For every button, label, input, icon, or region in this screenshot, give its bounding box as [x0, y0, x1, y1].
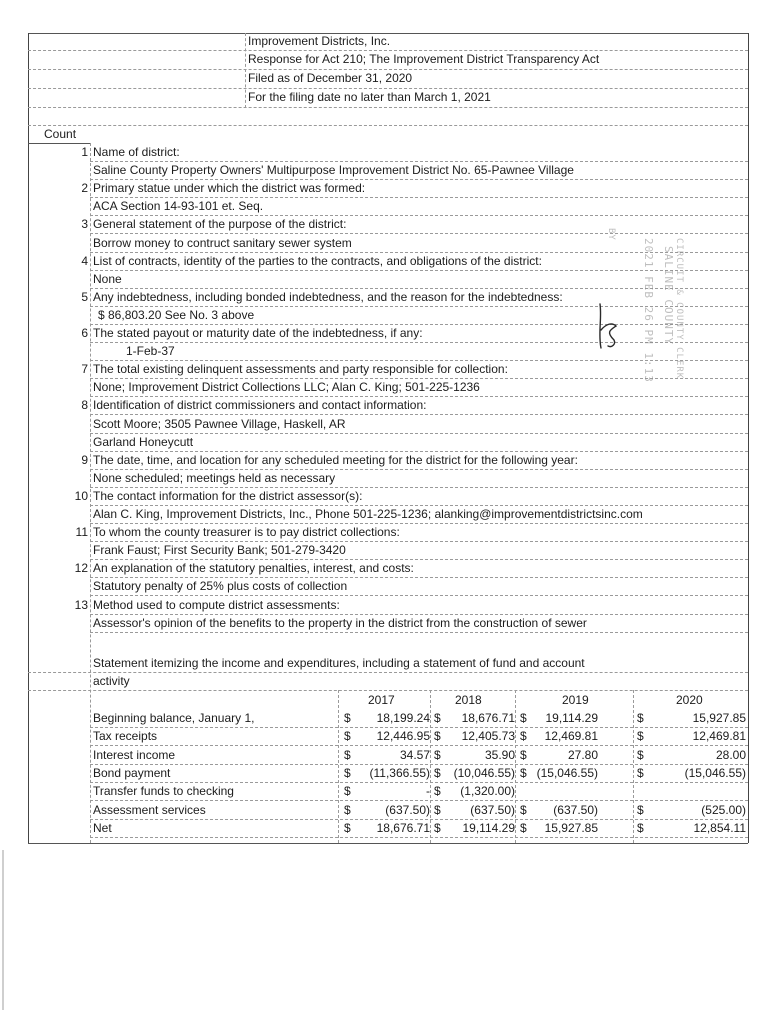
table-row-rule — [90, 837, 748, 838]
item-question: The total existing delinquent assessments and party responsible for collection: — [93, 362, 508, 376]
table-cell-value: 15,927.85 — [544, 821, 598, 835]
header-rule-4 — [28, 107, 748, 108]
table-cell-currency: $ — [434, 784, 441, 798]
table-cell-currency: $ — [434, 729, 441, 743]
item-row-rule — [90, 577, 748, 578]
item-answer: 1-Feb-37 — [126, 344, 175, 358]
table-row-label: Assessment services — [93, 803, 206, 817]
table-cell-value: (637.50) — [385, 803, 430, 817]
table-cell-value: (15,046.55) — [684, 766, 746, 780]
table-cell-currency: $ — [434, 821, 441, 835]
statement-rule-2 — [28, 690, 748, 691]
table-cell-currency: $ — [434, 803, 441, 817]
table-cell-currency: $ — [637, 748, 644, 762]
header-org-name: Improvement Districts, Inc. — [248, 34, 391, 48]
table-row-rule — [90, 745, 748, 746]
item-question: To whom the county treasurer is to pay district collections: — [93, 525, 400, 539]
item-number: 5 — [81, 290, 88, 304]
table-cell-currency: $ — [434, 711, 441, 725]
item-number: 11 — [75, 525, 88, 539]
item-number: 13 — [74, 598, 88, 612]
table-cell-currency: $ — [520, 729, 527, 743]
table-cell-currency: $ — [344, 711, 351, 725]
item-number: 3 — [81, 217, 88, 231]
item-answer: Garland Honeycutt — [93, 435, 194, 449]
table-row-label: Bond payment — [93, 766, 171, 780]
statement-heading-line2: activity — [93, 674, 130, 688]
column-divider-2017 — [338, 690, 339, 843]
scan-margin-mark — [2, 850, 4, 1010]
table-cell-currency: $ — [520, 711, 527, 725]
table-cell-value: (15,046.55) — [536, 766, 598, 780]
item-row-rule — [90, 541, 748, 542]
statement-heading-line1: Statement itemizing the income and expenditures, including a statement of fund and account — [93, 656, 585, 670]
item-question: The date, time, and location for any scheduled meeting for the district for the following year: — [93, 453, 578, 467]
table-row-label: Transfer funds to checking — [93, 784, 234, 798]
item-number: 12 — [74, 561, 88, 575]
item-answer: Statutory penalty of 25% plus costs of collection — [93, 579, 348, 593]
item-row-rule — [90, 469, 748, 470]
item-question: Primary statue under which the district was formed: — [93, 181, 366, 195]
table-cell-currency: $ — [344, 821, 351, 835]
year-header: 2019 — [562, 693, 589, 707]
header-filed-date: Filed as of December 31, 2020 — [248, 71, 413, 85]
year-header: 2017 — [368, 693, 395, 707]
item-question: List of contracts, identity of the parties to the contracts, and obligations of the district: — [93, 254, 542, 268]
table-row-label: Net — [93, 821, 112, 835]
year-header: 2018 — [455, 693, 482, 707]
table-cell-value: 28.00 — [715, 748, 746, 762]
table-row-rule — [90, 764, 748, 765]
item-answer: None scheduled; meetings held as necessary — [93, 471, 336, 485]
item-row-rule — [90, 433, 748, 434]
signature-initials — [592, 300, 622, 352]
item-number: 4 — [81, 254, 88, 268]
item-number: 9 — [81, 453, 88, 467]
table-cell-currency: $ — [520, 821, 527, 835]
table-row-rule — [90, 800, 748, 801]
table-cell-currency: $ — [637, 821, 644, 835]
table-cell-currency: $ — [520, 748, 527, 762]
table-cell-currency: $ — [434, 766, 441, 780]
item-answer: Frank Faust; First Security Bank; 501-279-3420 — [93, 543, 346, 557]
table-cell-value: 19,114.29 — [545, 711, 598, 725]
table-row-label: Interest income — [93, 748, 176, 762]
item-answer: Alan C. King, Improvement Districts, Inc., Phone 501-225-1236; alanking@improvementdistrictsinc.com — [93, 507, 643, 521]
item-number: 1 — [81, 145, 88, 159]
item-question: Any indebtedness, including bonded indebtedness, and the reason for the indebtedness: — [93, 290, 563, 304]
table-cell-value: 12,446.95 — [376, 729, 430, 743]
item-row-rule — [90, 505, 748, 506]
item-answer: Borrow money to contruct sanitary sewer system — [93, 236, 352, 250]
item-number: 7 — [81, 362, 88, 376]
table-cell-value: 12,469.81 — [692, 729, 746, 743]
table-cell-value: 18,676.71 — [376, 821, 430, 835]
item-row-rule — [90, 559, 748, 560]
table-cell-value: (11,366.55) — [369, 766, 430, 780]
item-row-rule — [90, 632, 748, 633]
item-row-rule — [90, 215, 748, 216]
item-question: An explanation of the statutory penalties, interest, and costs: — [93, 561, 414, 575]
frame-bottom-line — [28, 843, 748, 844]
item-row-rule — [90, 451, 748, 452]
stamp-by: BY — [606, 228, 616, 241]
table-cell-value: 27.80 — [567, 748, 598, 762]
item-question: The stated payout or maturity date of the indebtedness, if any: — [93, 326, 423, 340]
stamp-clerk: CIRCUIT & COUNTY CLERK — [674, 238, 684, 380]
table-cell-currency: $ — [344, 729, 351, 743]
item-answer: Saline County Property Owners' Multipurpose Improvement District No. 65-Pawnee Village — [93, 163, 574, 177]
header-rule-5 — [28, 125, 748, 126]
count-column-label: Count — [44, 127, 77, 141]
stamp-datetime: 2021 FEB 26 PM 1:13 — [642, 238, 655, 383]
table-cell-currency: $ — [344, 803, 351, 817]
table-cell-value: 12,469.81 — [544, 729, 598, 743]
year-header: 2020 — [676, 693, 703, 707]
table-row-rule — [90, 819, 748, 820]
column-divider-2020 — [633, 690, 634, 843]
item-question: Method used to compute district assessments: — [93, 598, 340, 612]
header-act-title: Response for Act 210; The Improvement District Transparency Act — [248, 52, 600, 66]
item-row-rule — [90, 161, 748, 162]
table-cell-currency: $ — [520, 766, 527, 780]
table-row-rule — [90, 727, 748, 728]
column-divider-count — [90, 143, 91, 843]
table-cell-value: (10,046.55) — [453, 766, 515, 780]
item-number: 8 — [81, 398, 88, 412]
table-cell-value: 12,405.73 — [461, 729, 515, 743]
item-number: 2 — [81, 181, 88, 195]
table-row-label: Beginning balance, January 1, — [93, 711, 255, 725]
header-rule-1 — [28, 50, 748, 51]
item-row-rule — [90, 179, 748, 180]
table-cell-value: 12,854.11 — [693, 821, 746, 835]
item-question: The contact information for the district assessor(s): — [93, 489, 363, 503]
column-divider-header — [245, 33, 246, 108]
table-cell-value: 18,199.24 — [376, 711, 430, 725]
table-cell-value: (525.00) — [701, 803, 746, 817]
table-cell-currency: $ — [344, 748, 351, 762]
table-cell-currency: $ — [434, 748, 441, 762]
item-row-rule — [90, 595, 748, 596]
table-cell-value: 34.57 — [399, 748, 430, 762]
item-answer: None; Improvement District Collections LLC; Alan C. King; 501-225-1236 — [93, 380, 480, 394]
table-cell-value: (637.50) — [470, 803, 515, 817]
count-label-underline — [28, 143, 90, 144]
item-question: General statement of the purpose of the district: — [93, 217, 347, 231]
item-row-rule — [90, 487, 748, 488]
table-cell-value: 19,114.29 — [462, 821, 515, 835]
header-deadline: For the filing date no later than March 1, 2021 — [248, 90, 491, 104]
table-cell-value: (637.50) — [553, 803, 598, 817]
table-cell-currency: $ — [344, 766, 351, 780]
table-cell-value: - — [426, 784, 430, 798]
table-cell-value: 18,676.71 — [461, 711, 515, 725]
table-cell-currency: $ — [637, 729, 644, 743]
table-cell-currency: $ — [637, 711, 644, 725]
item-number: 6 — [81, 326, 88, 340]
item-answer: None — [93, 272, 122, 286]
column-divider-2019 — [515, 690, 516, 843]
table-cell-currency: $ — [637, 803, 644, 817]
item-question: Identification of district commissioners and contact information: — [93, 398, 427, 412]
table-row-label: Tax receipts — [93, 729, 158, 743]
frame-right-line — [748, 33, 749, 843]
column-divider-2018 — [430, 690, 431, 843]
table-cell-value: 15,927.85 — [692, 711, 746, 725]
item-answer: Scott Moore; 3505 Pawnee Village, Haskell, AR — [93, 417, 346, 431]
table-row-rule — [90, 782, 748, 783]
item-answer: Assessor's opinion of the benefits to the property in the district from the construction of sewer — [93, 616, 587, 630]
item-number: 10 — [74, 489, 88, 503]
table-cell-currency: $ — [520, 803, 527, 817]
table-cell-value: 35.90 — [484, 748, 515, 762]
header-rule-2 — [28, 69, 748, 70]
item-answer: $ 86,803.20 See No. 3 above — [98, 308, 255, 322]
item-row-rule — [90, 523, 748, 524]
frame-left-line — [28, 33, 29, 843]
statement-rule-1 — [28, 672, 748, 673]
item-answer: ACA Section 14-93-101 et. Seq. — [93, 199, 264, 213]
table-cell-currency: $ — [344, 784, 351, 798]
table-cell-value: (1,320.00) — [460, 784, 515, 798]
table-cell-currency: $ — [637, 766, 644, 780]
stamp-county: SALINE COUNTY — [662, 246, 675, 346]
header-rule-3 — [28, 88, 748, 89]
item-question: Name of district: — [93, 145, 180, 159]
item-row-rule — [90, 614, 748, 615]
item-row-rule — [90, 197, 748, 198]
